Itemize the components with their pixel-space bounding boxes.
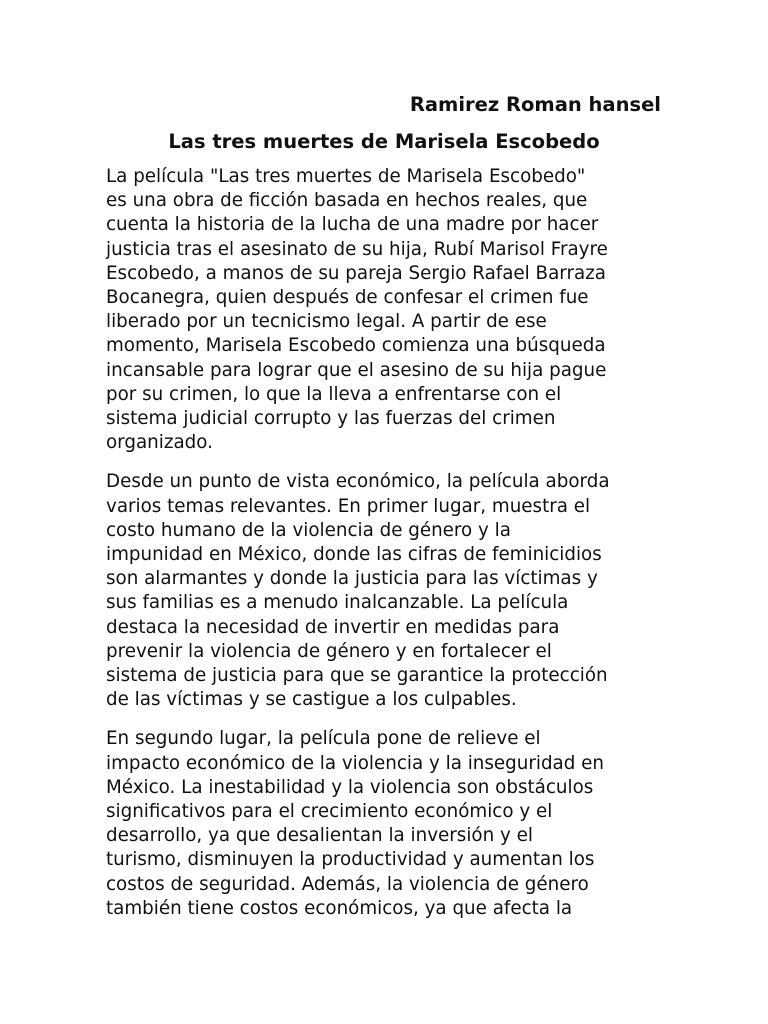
paragraph-line: desarrollo, ya que desalientan la inversión y el <box>106 825 533 847</box>
paragraph-line: organizado. <box>106 432 213 454</box>
paragraph-line: impacto económico de la violencia y la inseguridad en <box>106 752 604 774</box>
paragraph-line: sus familias es a menudo inalcanzable. La película <box>106 592 569 614</box>
author-name: Ramirez Roman hansel <box>409 93 661 116</box>
document-title: Las tres muertes de Marisela Escobedo <box>168 130 600 153</box>
paragraph-1 <box>106 165 666 455</box>
paragraph-line: Escobedo, a manos de su pareja Sergio Rafael Barraza <box>106 262 607 284</box>
paragraph-line: justicia tras el asesinato de su hija, Rubí Marisol Frayre <box>106 238 608 260</box>
paragraph-line: cuenta la historia de la lucha de una madre por hacer <box>106 214 599 236</box>
paragraph-2 <box>106 470 666 712</box>
paragraph-line: costos de seguridad. Además, la violencia de género <box>106 873 589 895</box>
paragraph-line: momento, Marisela Escobedo comienza una búsqueda <box>106 335 606 357</box>
paragraph-line: de las víctimas y se castigue a los culpables. <box>106 689 517 711</box>
paragraph-line: incansable para lograr que el asesino de su hija pague <box>106 359 607 381</box>
paragraph-line: significativos para el crecimiento económico y el <box>106 801 553 823</box>
paragraph-line: es una obra de ficción basada en hechos reales, que <box>106 190 588 212</box>
paragraph-line: impunidad en México, donde las cifras de feminicidios <box>106 544 602 566</box>
paragraph-line: Desde un punto de vista económico, la película aborda <box>106 471 610 493</box>
paragraph-line: Bocanegra, quien después de confesar el crimen fue <box>106 287 589 309</box>
paragraph-line: liberado por un tecnicismo legal. A partir de ese <box>106 311 547 333</box>
paragraph-line: destaca la necesidad de invertir en medidas para <box>106 616 560 638</box>
paragraph-line: son alarmantes y donde la justicia para las víctimas y <box>106 568 598 590</box>
document-body <box>106 165 666 936</box>
paragraph-line: sistema de justicia para que se garantice la protección <box>106 665 608 687</box>
paragraph-line: La película "Las tres muertes de Marisela Escobedo" <box>106 166 586 187</box>
paragraph-line: también tiene costos económicos, ya que afecta la <box>106 897 573 919</box>
paragraph-line: turismo, disminuyen la productividad y aumentan los <box>106 849 595 871</box>
paragraph-line: por su crimen, lo que la lleva a enfrentarse con el <box>106 383 562 405</box>
paragraph-line: México. La inestabilidad y la violencia son obstáculos <box>106 776 594 798</box>
paragraph-line: sistema judicial corrupto y las fuerzas del crimen <box>106 408 556 430</box>
paragraph-line: En segundo lugar, la película pone de relieve el <box>106 728 541 750</box>
paragraph-line: prevenir la violencia de género y en fortalecer el <box>106 640 552 662</box>
paragraph-line: varios temas relevantes. En primer lugar, muestra el <box>106 495 591 517</box>
paragraph-line: costo humano de la violencia de género y la <box>106 519 511 541</box>
paragraph-3 <box>106 727 666 921</box>
